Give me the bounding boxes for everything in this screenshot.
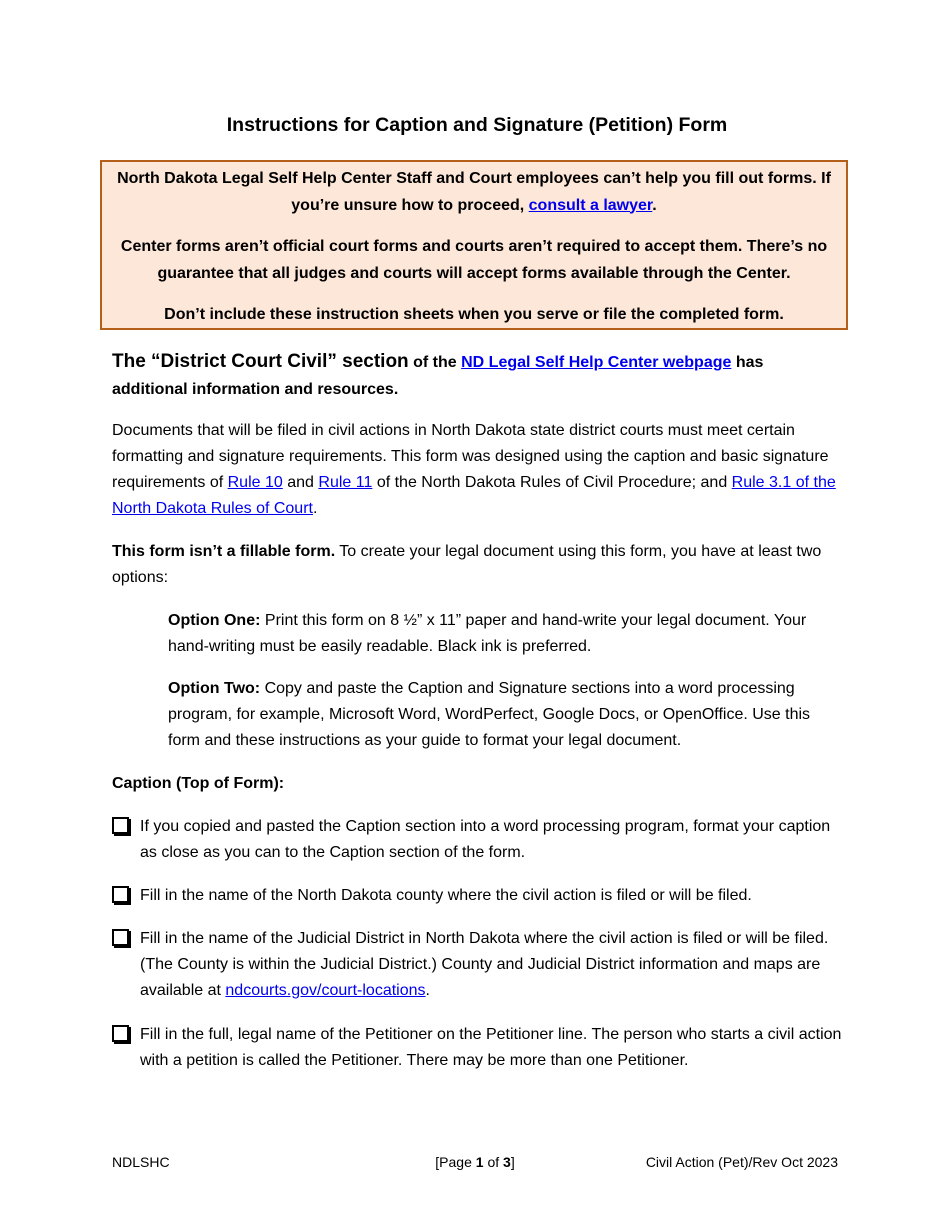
checkbox-icon[interactable] [112, 1025, 129, 1042]
checklist-item [112, 1022, 842, 1074]
checklist-item [112, 883, 842, 909]
page-title: Instructions for Caption and Signature (Petition) Form [226, 114, 728, 136]
notice-box [100, 160, 848, 330]
intro-text-4: . [312, 500, 318, 517]
option-two-paragraph [168, 676, 842, 754]
intro-text-1: Documents that will be filed in civil actions in North Dakota state district courts must meet certain formatting and signature requirements. This form was designed using the caption and basic signature requirements of [112, 422, 829, 491]
district-court-heading: The “District Court Civil” section [112, 351, 409, 372]
checklist-item-3-text: Fill in the name of the Judicial District in North Dakota where the civil action is filed or will be filed. (The County is within the Judicial District.) County and Judicial District information and maps are available at [140, 930, 829, 999]
intro-paragraph [112, 418, 842, 522]
option-one-text: Print this form on 8 ½” x 11” paper and hand-write your legal document. Your hand-writing must be easily readable. Black ink is preferred. [168, 612, 807, 655]
page-number-open: [Page [435, 1154, 472, 1170]
option-one-paragraph [168, 608, 842, 660]
caption-heading: Caption (Top of Form): [112, 775, 285, 792]
checklist-item [112, 926, 842, 1004]
rule-3-1-link[interactable]: Rule 3.1 of the North Dakota Rules of Court [112, 474, 836, 517]
rule-10-link[interactable]: Rule 10 [227, 474, 283, 491]
checklist-item-text: Fill in the name of the North Dakota county where the civil action is filed or will be filed. [140, 887, 752, 904]
consult-lawyer-link[interactable]: consult a lawyer [528, 196, 653, 214]
page-number-close: ] [510, 1154, 515, 1170]
notice-paragraph-3: Don’t include these instruction sheets when you serve or file the completed form. [164, 306, 784, 323]
total-pages: 3 [503, 1154, 511, 1170]
nd-self-help-webpage-link[interactable]: ND Legal Self Help Center webpage [461, 354, 732, 371]
checkbox-icon[interactable] [112, 817, 129, 834]
checklist-item-text [140, 926, 842, 1004]
page-number-of: of [487, 1154, 500, 1170]
intro-text-2: and [287, 474, 314, 491]
footer-left: NDLSHC [112, 1154, 170, 1170]
notice-text-1-end: . [652, 196, 657, 214]
intro-text-3: of the North Dakota Rules of Civil Procedure; and [376, 474, 728, 491]
district-court-paragraph [112, 348, 842, 403]
option-two-text: Copy and paste the Caption and Signature sections into a word processing program, for example, Microsoft Word, WordPerfect, Google Docs, or OpenOffice. Use this form and these instructions as your guide to format your legal document. [168, 680, 811, 749]
court-locations-link[interactable]: ndcourts.gov/court-locations [225, 982, 426, 999]
fillable-text: To create your legal document using this form, you have at least two options: [112, 543, 822, 586]
option-one-label: Option One: [168, 612, 261, 629]
footer-right: Civil Action (Pet)/Rev Oct 2023 [645, 1154, 838, 1170]
fillable-bold: This form isn’t a fillable form. [112, 543, 336, 560]
notice-text-1: North Dakota Legal Self Help Center Staff and Court employees can’t help you fill out forms. If you’re unsure how to proceed, [117, 170, 831, 214]
checklist-item [112, 814, 842, 866]
option-two-label: Option Two: [168, 680, 261, 697]
checklist-item-text: If you copied and pasted the Caption section into a word processing program, format your caption as close as you can to the Caption section of the form. [140, 818, 831, 861]
district-court-text: has additional information and resources. [112, 354, 764, 398]
rule-11-link[interactable]: Rule 11 [318, 474, 373, 491]
checkbox-icon[interactable] [112, 929, 129, 946]
district-court-of-the: of the [413, 354, 457, 371]
current-page: 1 [475, 1154, 484, 1170]
checklist-item-text: Fill in the full, legal name of the Petitioner on the Petitioner line. The person who starts a civil action with a petition is called the Petitioner. There may be more than one Petitioner. [140, 1026, 842, 1069]
checkbox-icon[interactable] [112, 886, 129, 903]
checklist-item-3-end: . [425, 982, 430, 999]
fillable-paragraph [112, 539, 842, 591]
notice-paragraph-1 [112, 166, 836, 219]
notice-paragraph-2: Center forms aren’t official court forms and courts aren’t required to accept them. There’s no guarantee that all judges and courts will accept forms available through the Center. [120, 238, 828, 282]
